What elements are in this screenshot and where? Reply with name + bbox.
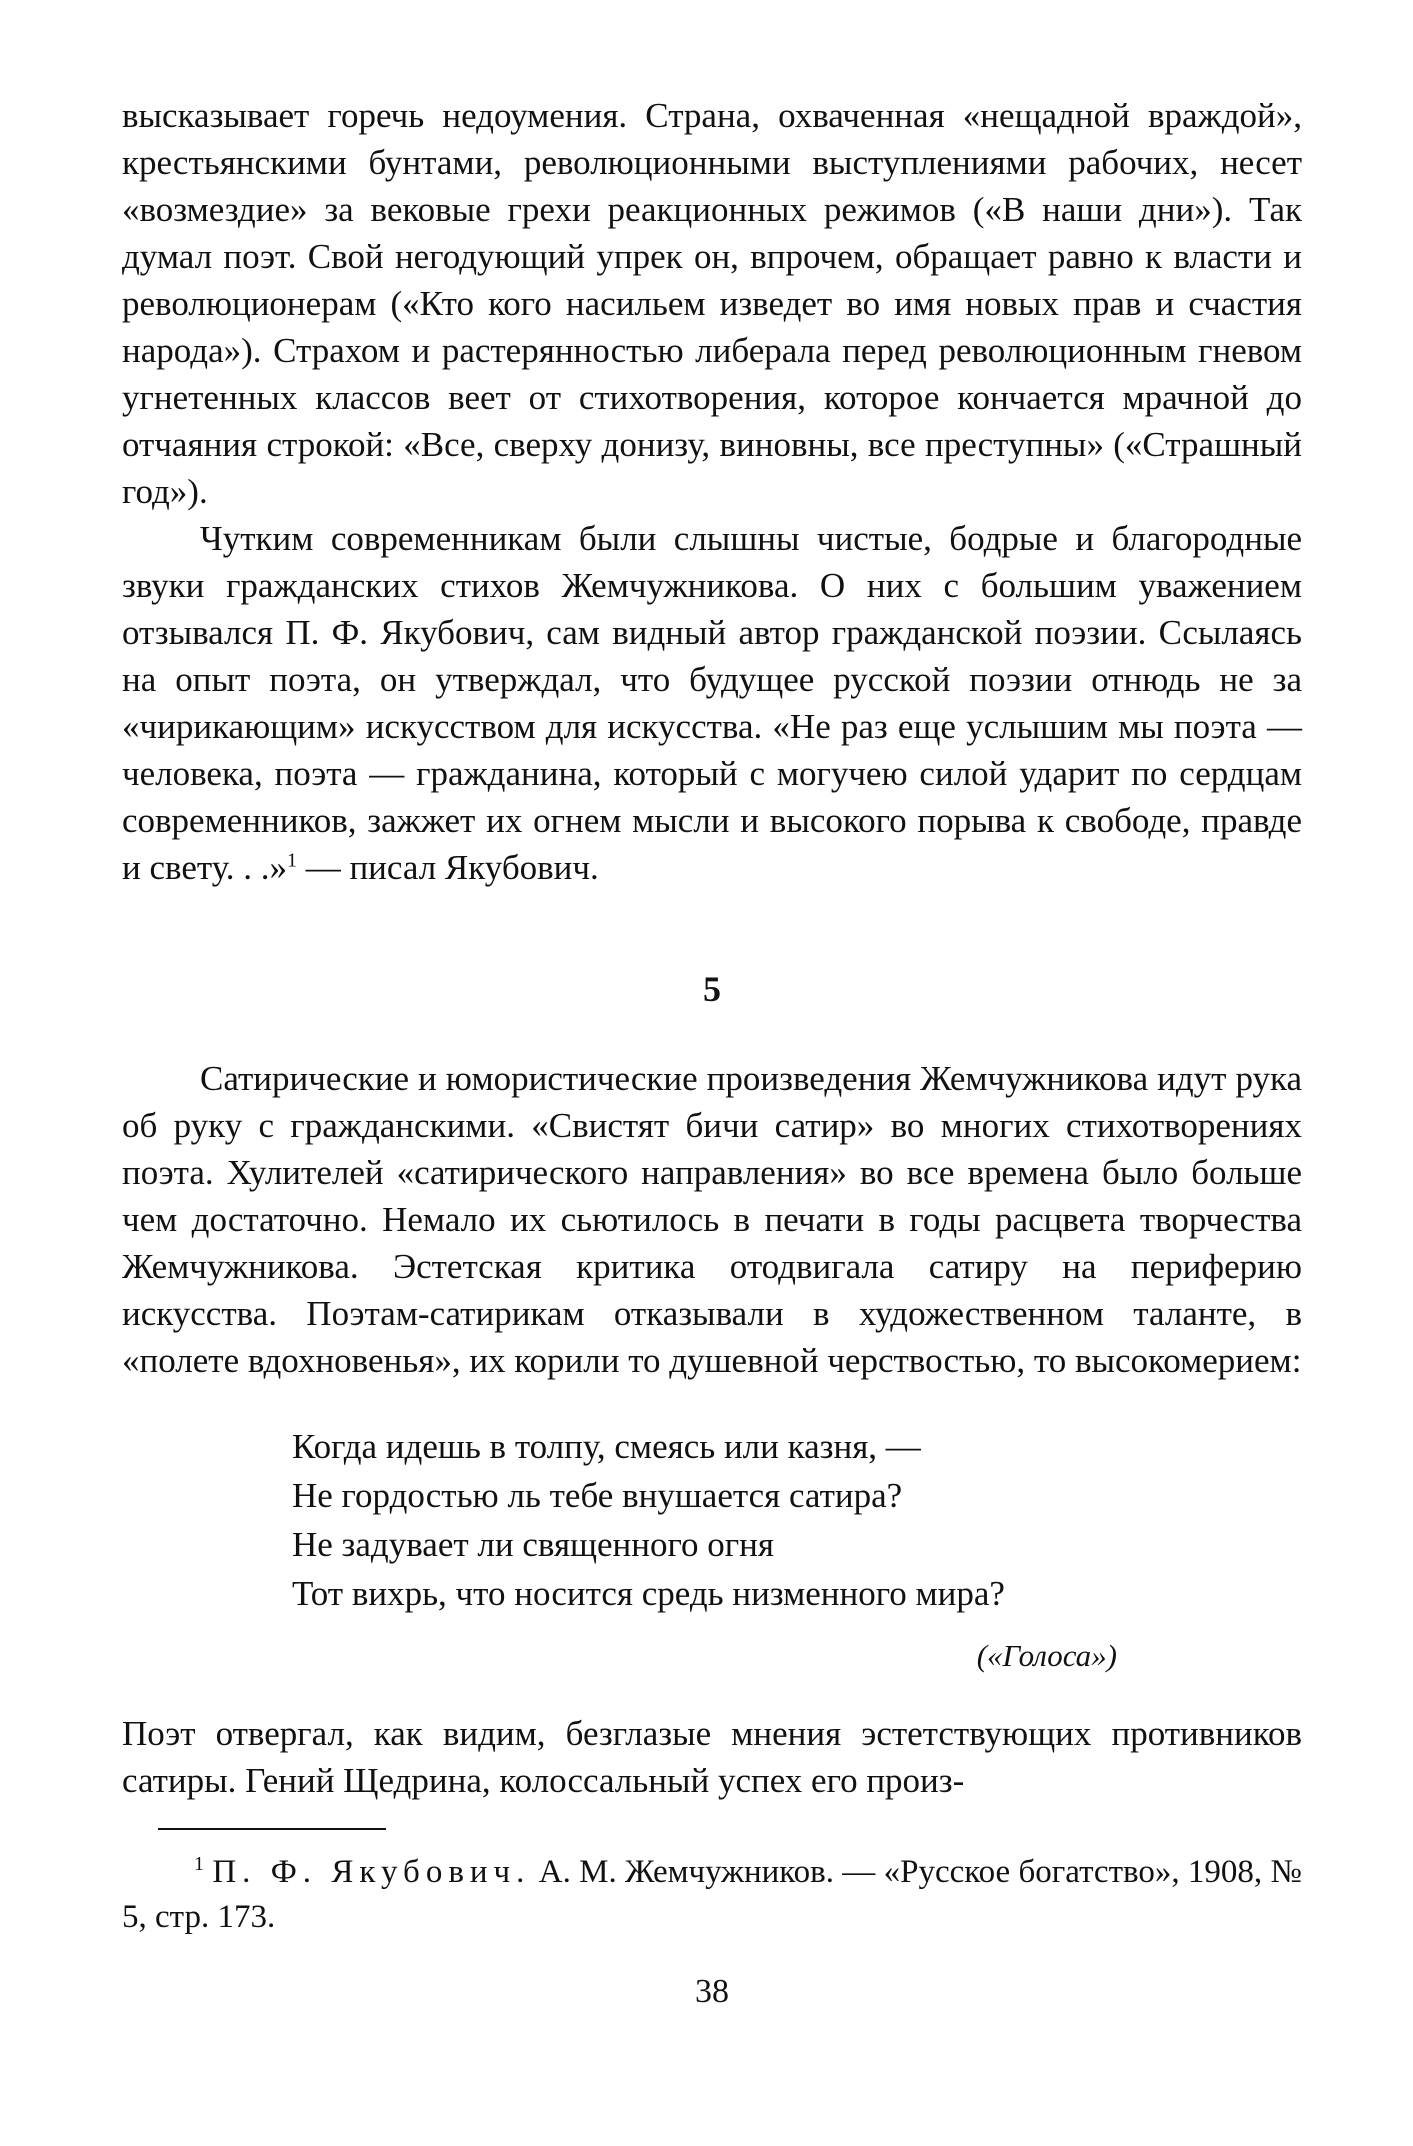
footnote (122, 1850, 1302, 1940)
paragraph-3: Сатирические и юмористические произведения Жемчужникова идут рука об руку с гражданскими. «Свистят бичи сатир» во многих стихотворениях поэта. Хулителей «сатирического направления» во все времена было больше чем достаточно. Немало их сьютилось в печати в годы расцвета творчества Жемчужникова. Эстетская критика отодвигала сатиру на периферию искусства. Поэтам-сатирикам отказывали в художественном таланте, в «полете вдохновенья», их корили то душевной черствостью, то высокомерием: (122, 1059, 1302, 1380)
footnote-marker: 1 (194, 1853, 204, 1875)
poem-line: Тот вихрь, что носится средь низменного мира? (292, 1574, 1005, 1613)
poem-line: Не гордостью ль тебе внушается сатира? (292, 1476, 903, 1515)
poem-source: («Голоса») (976, 1638, 1117, 1673)
footnote-divider (158, 1828, 386, 1830)
poem-line: Когда идешь в толпу, смеясь или казня, — (292, 1427, 921, 1466)
paragraph-4: Поэт отвергал, как видим, безглазые мнения эстетствующих противников сатиры. Гений Щедрина, колоссальный успех его произ- (122, 1714, 1302, 1800)
paragraph-2-tail: — писал Якубович. (296, 848, 599, 887)
paragraph-2-main: Чутким современникам были слышны чистые, бодрые и благородные звуки гражданских стихов Жемчужникова. О них с большим уважением отзывался П. Ф. Якубович, сам видный автор гражданской поэзии. Ссылаясь на опыт поэта, он утверждал, что будущее русской поэзии отнюдь не за «чирикающим» искусством для искусства. «Не раз еще услышим мы поэта — человека, поэта — гражданина, который с могучею силой ударит по сердцам современников, зажжет их огнем мысли и высокого порыва к свободе, правде и свету. . .» (122, 519, 1302, 887)
poem-line: Не задувает ли священного огня (292, 1525, 774, 1564)
footnote-author: П. Ф. Якубович. (212, 1854, 531, 1890)
paragraph-2 (122, 515, 1302, 891)
footnote-text: А. М. Жемчужников. — «Русское богатство», 1908, № 5, стр. 173. (122, 1854, 1302, 1935)
footnote-reference: 1 (286, 849, 297, 872)
poem-quote (292, 1422, 1302, 1618)
section-number: 5 (703, 969, 721, 1009)
book-page (122, 92, 1302, 2011)
page-number: 38 (695, 1973, 729, 2010)
paragraph-1: высказывает горечь недоумения. Страна, охваченная «нещадной враждой», крестьянскими бунтами, революционными выступлениями рабочих, несет «возмездие» за вековые грехи реакционных режимов («В наши дни»). Так думал поэт. Свой негодующий упрек он, впрочем, обращает равно к власти и революционерам («Кто кого насильем изведет во имя новых прав и счастия народа»). Страхом и растерянностью либерала перед революционным гневом угнетенных классов веет от стихотворения, которое кончается мрачной до отчаяния строкой: «Все, сверху донизу, виновны, все преступны» («Страшный год»). (122, 96, 1302, 511)
